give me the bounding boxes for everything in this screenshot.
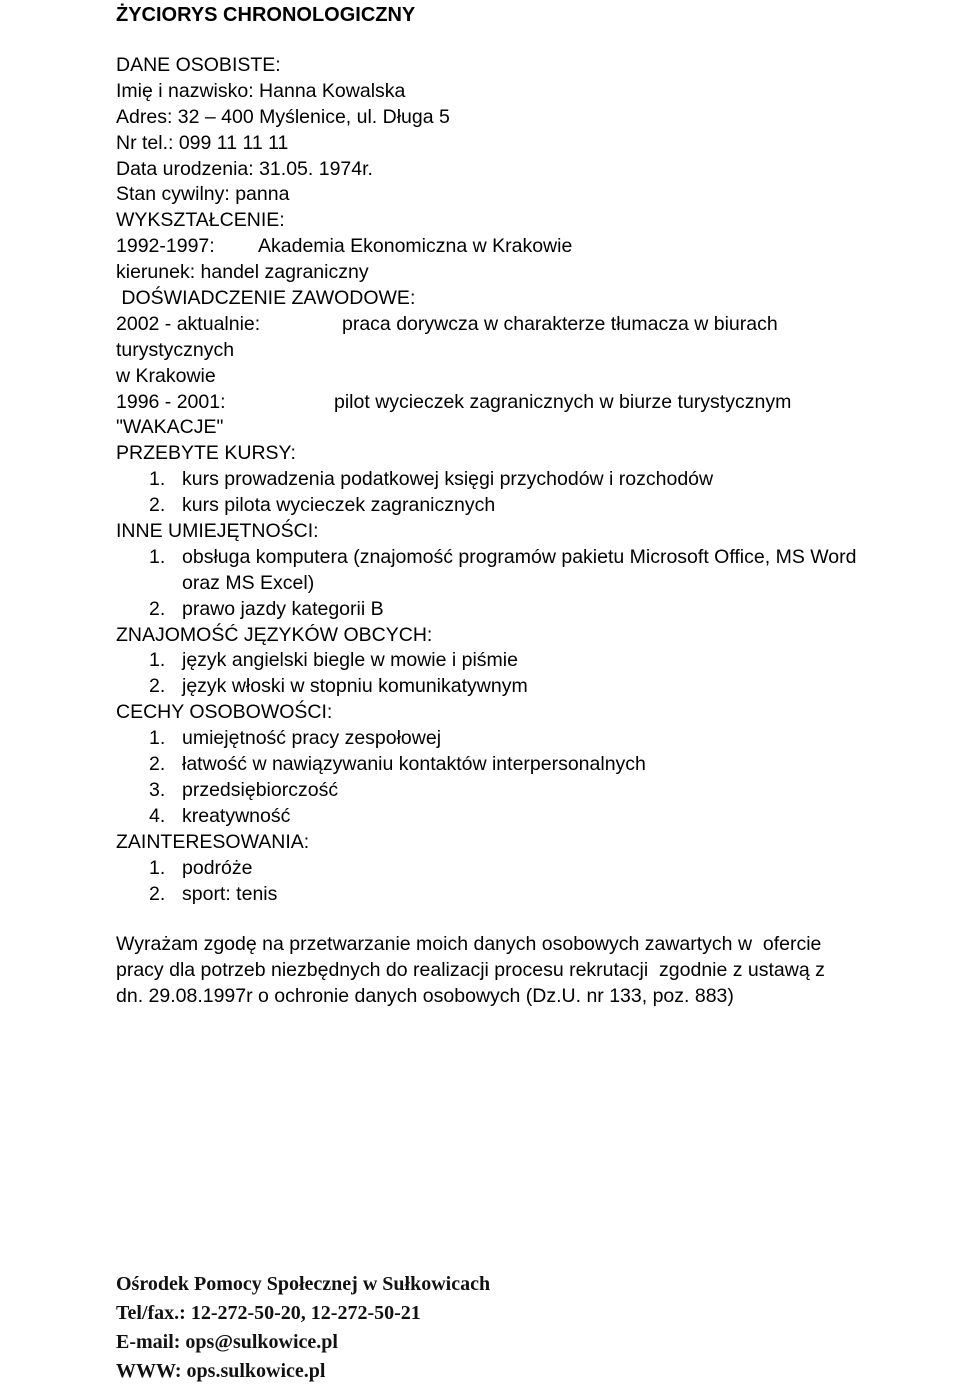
skill-text-continuation: oraz MS Excel) (182, 571, 315, 594)
interest-text: podróże (182, 856, 253, 879)
language-text: język włoski w stopniu komunikatywnym (182, 675, 528, 698)
list-number: 2. (149, 597, 166, 620)
experience-entry-2 (116, 390, 792, 416)
trait-text: łatwość w nawiązywaniu kontaktów interpersonalnych (182, 753, 646, 776)
list-number: 1. (149, 727, 166, 750)
section-header-skills: INNE UMIEJĘTNOŚCI: (116, 520, 319, 543)
personal-name: Imię i nazwisko: Hanna Kowalska (116, 79, 406, 102)
experience-1-period: 2002 - aktualnie: (116, 312, 261, 335)
list-item (116, 597, 450, 623)
experience-1-continuation: turystycznych (116, 338, 235, 361)
consent-line: pracy dla potrzeb niezbędnych do realizacji procesu rekrutacji zgodnie z ustawą z (116, 959, 825, 981)
experience-2-continuation: "WAKACJE" (116, 416, 224, 439)
education-years: 1992-1997: (116, 235, 215, 258)
list-item (116, 726, 450, 752)
list-number: 4. (149, 804, 166, 827)
footer-phone-fax: Tel/fax.: 12-272-50-20, 12-272-50-21 (116, 1302, 421, 1324)
organization-footer (116, 1270, 490, 1386)
cv-body (116, 53, 857, 907)
personal-phone: Nr tel.: 099 11 11 11 (116, 131, 289, 154)
consent-line: dn. 29.08.1997r o ochronie danych osobowych (Dz.U. nr 133, poz. 883) (116, 985, 734, 1007)
experience-1-location: w Krakowie (116, 364, 216, 387)
experience-1-description: praca dorywcza w charakterze tłumacza w biurach (342, 312, 778, 335)
personal-birth-date: Data urodzenia: 31.05. 1974r. (116, 157, 373, 180)
list-item (116, 856, 450, 882)
skill-text: prawo jazdy kategorii B (182, 597, 384, 620)
list-item (116, 804, 450, 830)
section-header-traits: CECHY OSOBOWOŚCI: (116, 701, 333, 724)
experience-entry-1 (116, 312, 778, 338)
skill-text: obsługa komputera (znajomość programów pakietu Microsoft Office, MS Word (182, 545, 857, 568)
list-number: 1. (149, 649, 166, 672)
list-number: 2. (149, 882, 166, 905)
personal-address: Adres: 32 – 400 Myślenice, ul. Długa 5 (116, 105, 450, 128)
list-item-continuation (116, 571, 450, 597)
course-text: kurs prowadzenia podatkowej księgi przychodów i rozchodów (182, 468, 714, 491)
section-header-courses: PRZEBYTE KURSY: (116, 442, 296, 465)
data-processing-consent (116, 931, 946, 1009)
list-number: 2. (149, 753, 166, 776)
section-header-experience: DOŚWIADCZENIE ZAWODOWE: (116, 287, 416, 310)
list-item (116, 674, 528, 700)
trait-text: umiejętność pracy zespołowej (182, 727, 442, 750)
section-header-languages: ZNAJOMOŚĆ JĘZYKÓW OBCYCH: (116, 623, 433, 646)
list-number: 1. (149, 856, 166, 879)
education-school: Akademia Ekonomiczna w Krakowie (258, 235, 573, 258)
list-number: 1. (149, 468, 166, 491)
footer-organization: Ośrodek Pomocy Społecznej w Sułkowicach (116, 1273, 491, 1295)
section-header-education: WYKSZTAŁCENIE: (116, 209, 285, 232)
list-number: 2. (149, 675, 166, 698)
experience-2-description: pilot wycieczek zagranicznych w biurze turystycznym (334, 390, 792, 413)
footer-website: WWW: ops.sulkowice.pl (116, 1360, 326, 1382)
list-number: 2. (149, 494, 166, 517)
experience-2-period: 1996 - 2001: (116, 390, 226, 413)
list-item (116, 545, 857, 571)
list-item (116, 882, 450, 908)
list-item (116, 778, 450, 804)
consent-line: Wyrażam zgodę na przetwarzanie moich danych osobowych zawartych w ofercie (116, 933, 822, 955)
list-item (116, 648, 518, 674)
section-header-interests: ZAINTERESOWANIA: (116, 830, 310, 853)
list-item (116, 467, 714, 493)
document-title: ŻYCIORYS CHRONOLOGICZNY (116, 4, 416, 26)
trait-text: kreatywność (182, 804, 291, 827)
list-number: 1. (149, 545, 166, 568)
education-entry (116, 234, 573, 260)
personal-marital-status: Stan cywilny: panna (116, 183, 290, 206)
education-field: kierunek: handel zagraniczny (116, 261, 369, 284)
course-text: kurs pilota wycieczek zagranicznych (182, 494, 496, 517)
section-header-personal: DANE OSOBISTE: (116, 54, 281, 76)
list-item (116, 493, 496, 519)
trait-text: przedsiębiorczość (182, 778, 339, 801)
list-item (116, 752, 646, 778)
language-text: język angielski biegle w mowie i piśmie (182, 649, 518, 672)
interest-text: sport: tenis (182, 882, 278, 905)
list-number: 3. (149, 778, 166, 801)
footer-email: E-mail: ops@sulkowice.pl (116, 1331, 338, 1353)
